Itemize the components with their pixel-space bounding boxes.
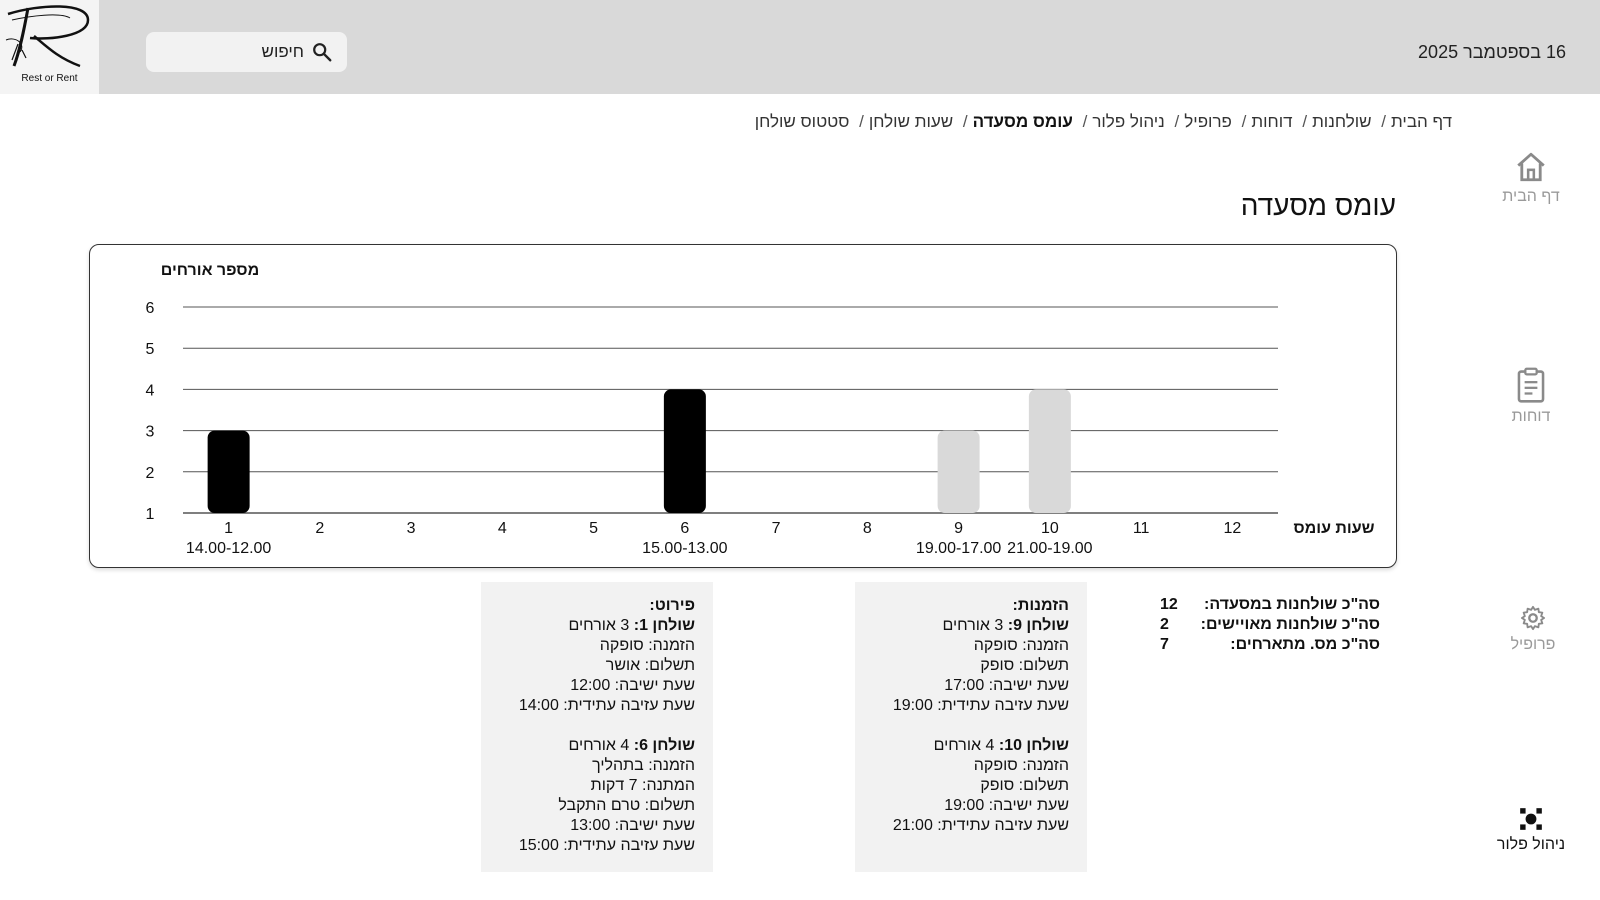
chart-bar (1029, 389, 1071, 513)
nav-profile[interactable] (1478, 604, 1588, 654)
summary-row (1160, 636, 1380, 656)
chart-x-sublabel: 14.00-12.00 (185, 540, 272, 557)
current-date: 16 בספטמבר 2025 (1418, 42, 1566, 62)
table-detail-line: שעת ישיבה: 17:00 (944, 677, 1069, 694)
breadcrumb-tables[interactable]: שולחנות (1312, 112, 1372, 131)
breadcrumb-separator: / (1241, 112, 1247, 131)
chart-x-tick-label: 3 (406, 520, 416, 537)
table-detail-line: שעת ישיבה: 19:00 (944, 797, 1069, 814)
chart-bar (208, 431, 250, 513)
table-guests: 4 אורחים (568, 737, 630, 754)
table-guests: 4 אורחים (933, 737, 995, 754)
table-detail-line: תשלום: אושר (605, 657, 695, 674)
chart-x-axis-label: שעות עומס (1293, 520, 1375, 537)
summary-label: סה"כ מס. מתארחים: (1230, 636, 1380, 653)
summary-label: סה"כ שולחנות במסעדה: (1203, 596, 1380, 613)
logo-mark (0, 0, 99, 72)
table-entry-heading (499, 616, 695, 636)
table-name: שולחן 6: (633, 737, 695, 754)
breadcrumb (755, 112, 1452, 132)
breadcrumb-table-status[interactable]: סטטוס שולחן (754, 112, 850, 131)
restaurant-load-chart (89, 244, 1397, 568)
nav-profile-label: פרופיל (1510, 636, 1556, 653)
chart-y-tick-label: 6 (145, 300, 155, 317)
breadcrumb-separator: / (962, 112, 968, 131)
table-detail-line: שעת ישיבה: 13:00 (570, 817, 695, 834)
nav-floor-management[interactable] (1476, 806, 1586, 854)
table-detail-line: הזמנה: סופקה (973, 637, 1069, 654)
breadcrumb-separator: / (1082, 112, 1088, 131)
search-box[interactable] (146, 32, 347, 72)
summary-value: 7 (1160, 636, 1169, 653)
gear-icon (1519, 604, 1547, 632)
breadcrumb-separator: / (859, 112, 864, 131)
top-header (0, 0, 1600, 94)
chart-x-tick-label: 10 (1040, 520, 1059, 537)
spacer (873, 716, 1069, 736)
chart-x-tick-label: 6 (680, 520, 690, 537)
chart-x-tick-label: 9 (954, 520, 964, 537)
table-detail-line: שעת עזיבה עתידית: 19:00 (892, 697, 1069, 714)
table-detail-line: הזמנה: סופקה (599, 637, 695, 654)
table-detail-line: תשלום: סופק (980, 657, 1069, 674)
breadcrumb-table-hours[interactable]: שעות שולחן (868, 112, 954, 131)
spacer (499, 716, 695, 736)
breadcrumb-separator: / (1302, 112, 1308, 131)
panel-title: פירוט: (649, 597, 695, 614)
table-entry-heading (873, 616, 1069, 636)
chart-y-tick-label: 4 (145, 382, 155, 400)
reservations-panel (855, 582, 1087, 872)
chart-y-tick-label: 5 (145, 341, 155, 359)
floor-icon (1518, 806, 1544, 832)
table-name: שולחן 10: (998, 737, 1069, 754)
table-detail-line: הזמנה: סופקה (973, 757, 1069, 774)
summary-stats (1160, 596, 1380, 656)
chart-x-tick-label: 8 (862, 520, 872, 537)
table-guests: 3 אורחים (568, 617, 630, 634)
table-detail-line: המתנה: 7 דקות (590, 777, 695, 794)
table-guests: 3 אורחים (942, 617, 1004, 634)
home-icon (1514, 150, 1548, 184)
summary-value: 2 (1160, 616, 1169, 633)
chart-x-tick-label: 7 (771, 520, 781, 537)
table-detail-line: שעת עזיבה עתידית: 15:00 (518, 837, 695, 854)
table-detail-line: תשלום: טרם התקבל (558, 797, 695, 814)
summary-value: 12 (1160, 596, 1178, 613)
summary-row (1160, 616, 1380, 636)
table-entry-heading (499, 736, 695, 756)
chart-y-tick-label: 3 (145, 423, 155, 441)
logo-text: Rest or Rent (21, 73, 78, 84)
table-detail-line: שעת עזיבה עתידית: 14:00 (518, 697, 695, 714)
chart-svg (90, 245, 1398, 569)
table-detail-line: שעת עזיבה עתידית: 21:00 (892, 817, 1069, 834)
chart-x-tick-label: 5 (589, 520, 599, 537)
chart-x-sublabel: 15.00-13.00 (642, 540, 728, 557)
page-title: עומס מסעדה (1240, 190, 1396, 221)
breadcrumb-profile[interactable]: פרופיל (1184, 112, 1232, 131)
table-detail-line: תשלום: סופק (980, 777, 1069, 794)
details-panel (481, 582, 713, 872)
breadcrumb-reports[interactable]: דוחות (1251, 112, 1293, 131)
table-name: שולחן 9: (1007, 617, 1069, 634)
breadcrumb-separator: / (1174, 112, 1180, 131)
panel-title: הזמנות: (1012, 597, 1069, 614)
chart-bar (938, 431, 980, 513)
chart-x-tick-label: 2 (315, 520, 325, 537)
search-icon (311, 41, 333, 63)
chart-x-tick-label: 12 (1223, 520, 1242, 537)
clipboard-icon (1514, 366, 1548, 404)
nav-home[interactable] (1476, 150, 1586, 206)
table-entry-heading (873, 736, 1069, 756)
table-name: שולחן 1: (633, 617, 695, 634)
chart-x-tick-label: 11 (1132, 520, 1150, 537)
breadcrumb-restaurant-load[interactable]: עומס מסעדה (972, 112, 1073, 131)
nav-reports-label: דוחות (1511, 408, 1551, 425)
nav-floor-management-label: ניהול פלור (1496, 836, 1566, 853)
summary-row (1160, 596, 1380, 616)
logo[interactable] (0, 0, 99, 94)
breadcrumb-floor-management[interactable]: ניהול פלור (1092, 112, 1165, 131)
breadcrumb-separator: / (1381, 112, 1386, 131)
nav-home-label: דף הבית (1502, 188, 1560, 205)
chart-x-sublabel: 21.00-19.00 (1007, 540, 1093, 557)
breadcrumb-home[interactable]: דף הבית (1391, 112, 1452, 131)
chart-y-tick-label: 2 (145, 464, 155, 482)
nav-reports[interactable] (1476, 366, 1586, 426)
chart-x-tick-label: 1 (224, 520, 234, 537)
chart-x-tick-label: 4 (497, 520, 507, 537)
chart-bar (664, 389, 706, 513)
table-detail-line: שעת ישיבה: 12:00 (570, 677, 695, 694)
chart-x-sublabel: 19.00-17.00 (915, 540, 1002, 557)
table-detail-line: הזמנה: בתהליך (592, 757, 695, 774)
search-label: חיפוש (261, 42, 304, 61)
chart-y-axis-label: מספר אורחים (160, 262, 260, 279)
chart-y-tick-label: 1 (145, 506, 155, 523)
summary-label: סה"כ שולחנות מאויישים: (1200, 616, 1380, 633)
